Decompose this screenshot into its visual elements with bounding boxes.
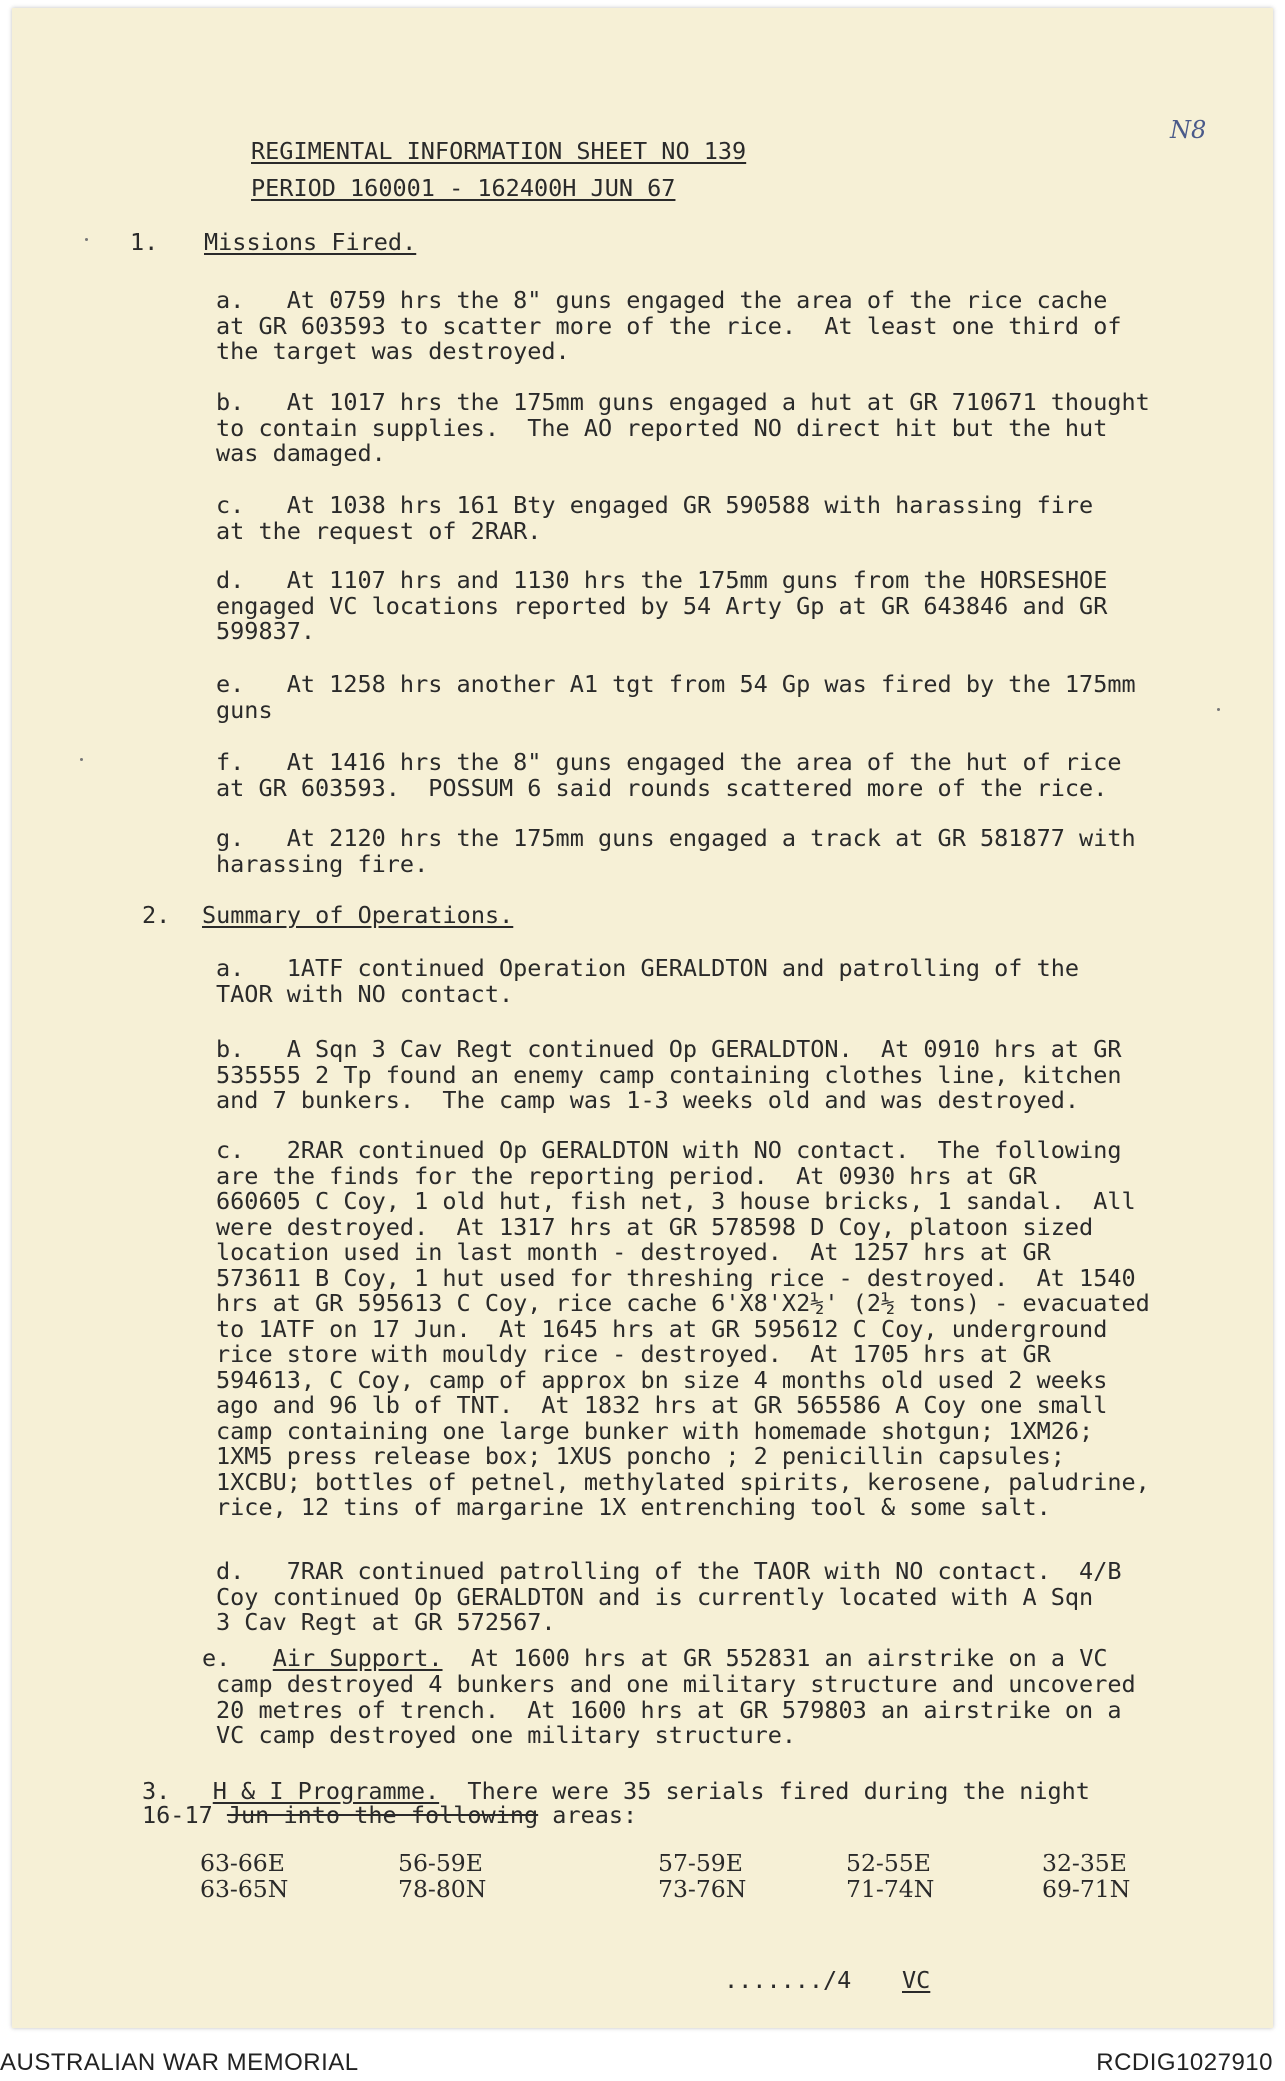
h-and-i-area-easting: 57-59E	[658, 1849, 743, 1877]
section-2-number: 2.	[142, 901, 171, 929]
section-3-line2-rest: areas:	[538, 1801, 638, 1829]
operations-item-line: a. 1ATF continued Operation GERALDTON and patrolling of the	[216, 954, 1080, 982]
missions-item-line: c. At 1038 hrs 161 Bty engaged GR 590588 with harassing fire	[216, 491, 1094, 519]
section-3-label: H & I Programme.	[212, 1777, 440, 1805]
section-2-heading: Summary of Operations.	[202, 901, 514, 929]
document-title: REGIMENTAL INFORMATION SHEET NO 139	[251, 137, 747, 165]
section-3-struck-text: Jun into the following	[226, 1801, 539, 1829]
operations-item-line: 594613, C Coy, camp of approx bn size 4 months old used 2 weeks	[216, 1365, 1108, 1394]
operations-item-line: and 7 bunkers. The camp was 1-3 weeks old and was destroyed.	[216, 1086, 1080, 1114]
operations-item-line: TAOR with NO contact.	[216, 979, 514, 1008]
missions-item-line: was damaged.	[216, 439, 386, 467]
section-1-heading: Missions Fired.	[204, 228, 417, 256]
operations-item-line: hrs at GR 595613 C Coy, rice cache 6'X8'X2½' (2½ tons) - evacuated	[216, 1289, 1150, 1317]
operations-item-line: c. 2RAR continued Op GERALDTON with NO contact. The following	[216, 1136, 1122, 1164]
air-support-line: 20 metres of trench. At 1600 hrs at GR 579803 an airstrike on a	[216, 1695, 1122, 1724]
operations-item-line: to 1ATF on 17 Jun. At 1645 hrs at GR 595612 C Coy, underground	[216, 1314, 1108, 1343]
air-support-line: camp destroyed 4 bunkers and one military structure and uncovered	[216, 1670, 1136, 1698]
operations-item-line: 573611 B Coy, 1 hut used for threshing rice - destroyed. At 1540	[216, 1263, 1136, 1292]
missions-item-line: to contain supplies. The AO reported NO direct hit but the hut	[216, 413, 1108, 442]
operations-item-line: 3 Cav Regt at GR 572567.	[216, 1608, 556, 1636]
missions-item-line: the target was destroyed.	[216, 337, 570, 365]
operations-item-line: 1XCBU; bottles of petnel, methylated spirits, kerosene, paludrine,	[216, 1467, 1150, 1496]
missions-item-line: engaged VC locations reported by 54 Arty Gp at GR 643846 and GR	[216, 591, 1108, 620]
operations-item-line: ago and 96 lb of TNT. At 1832 hrs at GR 565586 A Coy one small	[216, 1391, 1108, 1419]
h-and-i-area-easting: 52-55E	[846, 1849, 931, 1877]
h-and-i-area-northing: 71-74N	[846, 1875, 935, 1903]
h-and-i-area-northing: 69-71N	[1042, 1875, 1131, 1903]
section-3-first-line: There were 35 serials fired during the night	[439, 1777, 1090, 1805]
missions-item-line: at GR 603593 to scatter more of the rice. At least one third of	[216, 311, 1122, 340]
missions-item-line: b. At 1017 hrs the 175mm guns engaged a hut at GR 710671 thought	[216, 388, 1150, 416]
missions-item-line: g. At 2120 hrs the 175mm guns engaged a track at GR 581877 with	[216, 824, 1136, 852]
section-3-line-2	[142, 1803, 637, 1829]
section-1-number: 1.	[130, 228, 159, 256]
missions-item-line: f. At 1416 hrs the 8" guns engaged the area of the hut of rice	[216, 748, 1122, 776]
missions-item-line: e. At 1258 hrs another A1 tgt from 54 Gp was fired by the 175mm	[216, 670, 1136, 698]
handwritten-annotation: N8	[1170, 116, 1207, 144]
h-and-i-area-northing: 63-65N	[200, 1875, 289, 1903]
document-sheet	[12, 8, 1273, 2028]
operations-item-line: are the finds for the reporting period. At 0930 hrs at GR	[216, 1161, 1037, 1190]
h-and-i-area-northing: 73-76N	[658, 1875, 747, 1903]
missions-item-line: 599837.	[216, 617, 316, 645]
missions-item-line: harassing fire.	[216, 849, 429, 878]
section-3-line2-prefix: 16-17	[142, 1801, 227, 1829]
h-and-i-area-easting: 63-66E	[200, 1849, 285, 1877]
document-period: PERIOD 160001 - 162400H JUN 67	[251, 174, 676, 202]
paper-speck	[80, 758, 83, 761]
missions-item-line: d. At 1107 hrs and 1130 hrs the 175mm guns from the HORSESHOE	[216, 566, 1108, 594]
air-support-line: VC camp destroyed one military structure.	[216, 1721, 797, 1749]
air-support-first-line: At 1600 hrs at GR 552831 an airstrike on a VC	[442, 1644, 1108, 1672]
operations-item-line: rice, 12 tins of margarine 1X entrenching tool & some salt.	[216, 1493, 1051, 1521]
missions-item-line: at GR 603593. POSSUM 6 said rounds scattered more of the rice.	[216, 773, 1108, 802]
h-and-i-area-northing: 78-80N	[398, 1875, 487, 1903]
operations-item-line: Coy continued Op GERALDTON and is currently located with A Sqn	[216, 1582, 1094, 1611]
h-and-i-area-easting: 56-59E	[398, 1849, 483, 1877]
air-support-label: Air Support.	[272, 1644, 443, 1672]
continuation-marker: ......./4	[724, 1966, 852, 1994]
operations-item-line: were destroyed. At 1317 hrs at GR 578598 D Coy, platoon sized	[216, 1212, 1094, 1241]
continuation-next-word: VC	[902, 1966, 931, 1994]
operations-item-line: b. A Sqn 3 Cav Regt continued Op GERALDTON. At 0910 hrs at GR	[216, 1035, 1122, 1063]
footer-reference: RCDIG1027910	[1096, 2049, 1273, 2076]
operations-item-line: d. 7RAR continued patrolling of the TAOR with NO contact. 4/B	[216, 1557, 1122, 1585]
paper-speck	[1217, 708, 1220, 711]
section-3-number: 3.	[142, 1777, 171, 1805]
operations-item-line: rice store with mouldy rice - destroyed. At 1705 hrs at GR	[216, 1340, 1051, 1368]
operations-item-line: location used in last month - destroyed. At 1257 hrs at GR	[216, 1238, 1051, 1266]
operations-item-line: 1XM5 press release box; 1XUS poncho ; 2 penicillin capsules;	[216, 1442, 1065, 1470]
operations-item-line: 535555 2 Tp found an enemy camp containing clothes line, kitchen	[216, 1060, 1122, 1089]
operations-item-line: 660605 C Coy, 1 old hut, fish net, 3 house bricks, 1 sandal. All	[216, 1187, 1136, 1215]
air-support-prefix: e.	[202, 1644, 273, 1672]
footer-source: AUSTRALIAN WAR MEMORIAL	[0, 2049, 359, 2076]
missions-item-line: a. At 0759 hrs the 8" guns engaged the area of the rice cache	[216, 286, 1108, 314]
missions-item-line: guns	[216, 695, 273, 724]
missions-item-line: at the request of 2RAR.	[216, 516, 542, 545]
operations-item-line: camp containing one large bunker with homemade shotgun; 1XM26;	[216, 1416, 1094, 1445]
air-support-paragraph	[202, 1646, 1108, 1672]
h-and-i-area-easting: 32-35E	[1042, 1849, 1127, 1877]
paper-speck	[85, 238, 88, 241]
